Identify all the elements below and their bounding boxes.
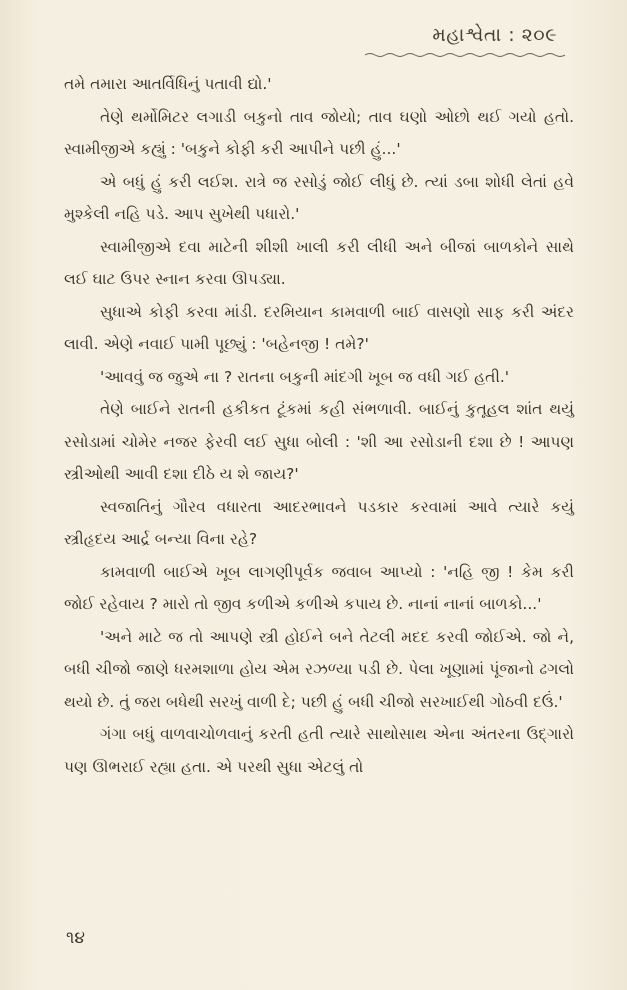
paragraph: સુધાએ કોફી કરવા માંડી. દરમિયાન કામવાળી બાઈ વાસણો સાફ કરી અંદર લાવી. એણે નવાઈ પામી પૂછ્યું : 'બહેનજી ! તમે?'	[64, 302, 574, 353]
paragraph: 'આવવું જ જુએ ના ? રાતના બકુની માંદગી ખૂબ જ વધી ગઈ હતી.'	[100, 367, 510, 386]
paragraph: એ બધું હું કરી લઈશ. રાત્રે જ રસોડું જોઈ લીધું છે. ત્યાં ડબા શોધી લેતાં હવે મુશ્કેલી નહિ પડે. આપ સુખેથી પધારો.'	[64, 172, 574, 223]
paragraph: તમે તમારા આતર્વિધિનું પતાવી દ્યો.'	[64, 75, 272, 93]
running-head: મહાશ્વેતા : ૨૦૯	[432, 24, 557, 46]
body-text	[64, 68, 574, 783]
page-number: ૧૪	[66, 928, 85, 948]
paragraph: સ્વજાતિનું ગૌરવ વધારતા આદરભાવને પડકાર કરવામાં આવે ત્યારે કયું સ્ત્રીહૃદય આર્દ્ર બન્યા વિના રહે?	[64, 497, 574, 548]
running-head-rule	[365, 52, 565, 58]
paragraph: તેણે થર્મોમિટર લગાડી બકુનો તાવ જોયો; તાવ ઘણો ઓછો થઈ ગયો હતો. સ્વામીજીએ કહ્યું : 'બકુને કોફી કરી આપીને પછી હું...'	[64, 107, 574, 158]
paragraph: ગંગા બધું વાળવાચોળવાનું કરતી હતી ત્યારે સાથોસાથ એના અંતરના ઉદ્ગારો પણ ઊભરાઈ રહ્યા હતા. એ પરથી સુધા એટલું તો	[64, 725, 574, 776]
paragraph: 'અને માટે જ તો આપણે સ્ત્રી હોઈને બને તેટલી મદદ કરવી જોઈએ. જો ને, બધી ચીજો જાણે ધરમશાળા હોય એમ રઝળ્યા પડી છે. પેલા ખૂણામાં પૂંજાનો ઢગલો થયો છે. તું જરા બધેથી સરખું વાળી દે; પછી હું બધી ચીજો સરખાઈથી ગોઠવી દઉં.'	[64, 627, 574, 711]
paragraph: કામવાળી બાઈએ ખૂબ લાગણીપૂર્વક જવાબ આપ્યો : 'નહિ જી ! કેમ કરી જોઈ રહેવાય ? મારો તો જીવ કળીએ કળીએ કપાય છે. નાનાં નાનાં બાળકો...'	[64, 562, 574, 613]
paragraph: સ્વામીજીએ દવા માટેની શીશી ખાલી કરી લીધી અને બીજાં બાળકોને સાથે લઈ ઘાટ ઉપર સ્નાન કરવા ઊપડ્યા.	[64, 237, 574, 288]
paragraph: તેણે બાઈને રાતની હકીકત ટૂંકમાં કહી સંભળાવી. બાઈનું કુતૂહલ શાંત થયું રસોડામાં ચોમેર નજર ફેરવી લઈ સુધા બોલી : 'શી આ રસોડાની દશા છે ! આપણ સ્ત્રીઓથી આવી દશા દીઠે ય શે જાય?'	[64, 400, 574, 483]
